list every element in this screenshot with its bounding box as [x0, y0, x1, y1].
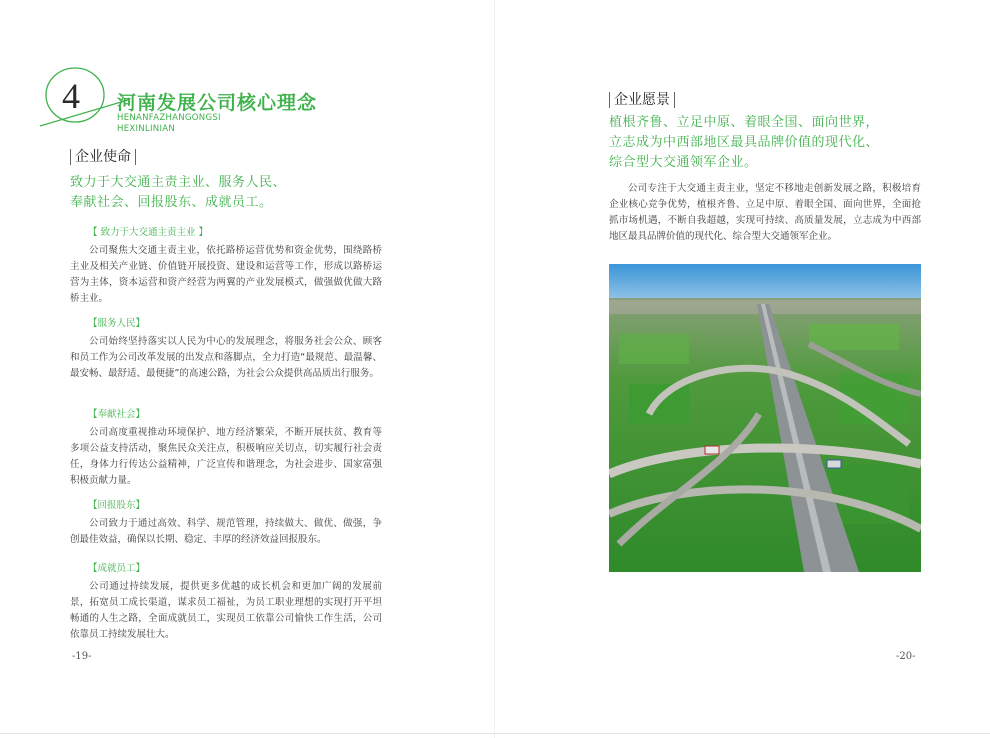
section-heading: 【成就员工】 — [88, 563, 146, 574]
mission-lead-line: 致力于大交通主责主业、服务人民、 — [70, 175, 287, 190]
section-reward-shareholders — [70, 499, 382, 548]
mission-lead-line: 奉献社会、回报股东、成就员工。 — [70, 195, 273, 210]
highway-interchange-photo-icon — [609, 264, 921, 572]
vision-lead-line: 综合型大交通领军企业。 — [609, 155, 758, 170]
section-serve-people — [70, 317, 382, 382]
vision-lead-line: 植根齐鲁、立足中原、着眼全国、面向世界， — [609, 115, 880, 130]
section-heading: 【 致力于大交通主责主业 】 — [88, 227, 209, 238]
vision-body: 公司专注于大交通主责主业，坚定不移地走创新发展之路，积极培育企业核心竞争优势，植根齐鲁、立足中原、着眼全国、面向世界，全面抢抓市场机遇，不断自我超越，实现可持续、高质量发展，立志成为中西部地区最具品牌价值的现代化、综合型大交通领军企业。 — [609, 183, 921, 242]
chapter-pinyin-line: HEXINLINIAN — [117, 124, 176, 134]
section-text: 公司通过持续发展，提供更多优越的成长机会和更加广阔的发展前景，拓宽员工成长渠道，谋求员工福祉，为员工职业理想的实现打开平坦畅通的人生之路，全面成就员工，实现员工依靠公司愉快工作生活，公司依靠员工持续发展壮大。 — [70, 581, 382, 640]
section-text: 公司始终坚持落实以人民为中心的发展理念，将服务社会公众、顾客和员工作为公司改革发展的出发点和落脚点，全力打造“最规范、最温馨、最安畅、最舒适、最便捷”的高速公路，为社会公众提供高品质出行服务。 — [70, 336, 382, 379]
chapter-number: 4 — [62, 76, 80, 116]
section-text: 公司致力于通过高效、科学、规范管理，持续做大、做优、做强，争创最佳效益，确保以长期、稳定、丰厚的经济效益回报股东。 — [70, 518, 382, 545]
page-number-left: -19- — [72, 651, 92, 662]
vision-lead — [609, 113, 879, 173]
section-achieve-employees — [70, 562, 382, 643]
vision-lead-line: 立志成为中西部地区最具品牌价值的现代化、 — [609, 135, 880, 150]
section-heading: 【服务人民】 — [88, 318, 146, 329]
section-contribute-society — [70, 408, 382, 489]
chapter-title: 河南发展公司核心理念 — [117, 92, 318, 114]
section-main-business — [70, 226, 382, 307]
page-number-right: -20- — [896, 651, 916, 662]
mission-heading: 企业使命 — [70, 149, 136, 165]
section-text: 公司聚焦大交通主责主业，依托路桥运营优势和资金优势，围绕路桥主业及相关产业链、价值链开展投资、建设和运营等工作，形成以路桥运营为主体，资本运营和资产经营为两翼的产业发展模式，做强做优做大路桥主业。 — [70, 245, 382, 304]
section-text: 公司高度重视推动环境保护、地方经济繁荣，不断开展扶贫、教育等多项公益支持活动，聚焦民众关注点，积极响应关切点，切实履行社会责任，身体力行传达公益精神，广泛宣传和谐理念，为社会进步、国家富强积极贡献力量。 — [70, 427, 382, 486]
section-heading: 【奉献社会】 — [88, 409, 146, 420]
right-page — [495, 0, 990, 738]
vision-heading: 企业愿景 — [609, 92, 675, 108]
chapter-pinyin — [117, 113, 221, 135]
chapter-pinyin-line: HENANFAZHANGONGSI — [117, 113, 221, 123]
section-heading: 【回报股东】 — [88, 500, 146, 511]
mission-lead — [70, 173, 286, 213]
